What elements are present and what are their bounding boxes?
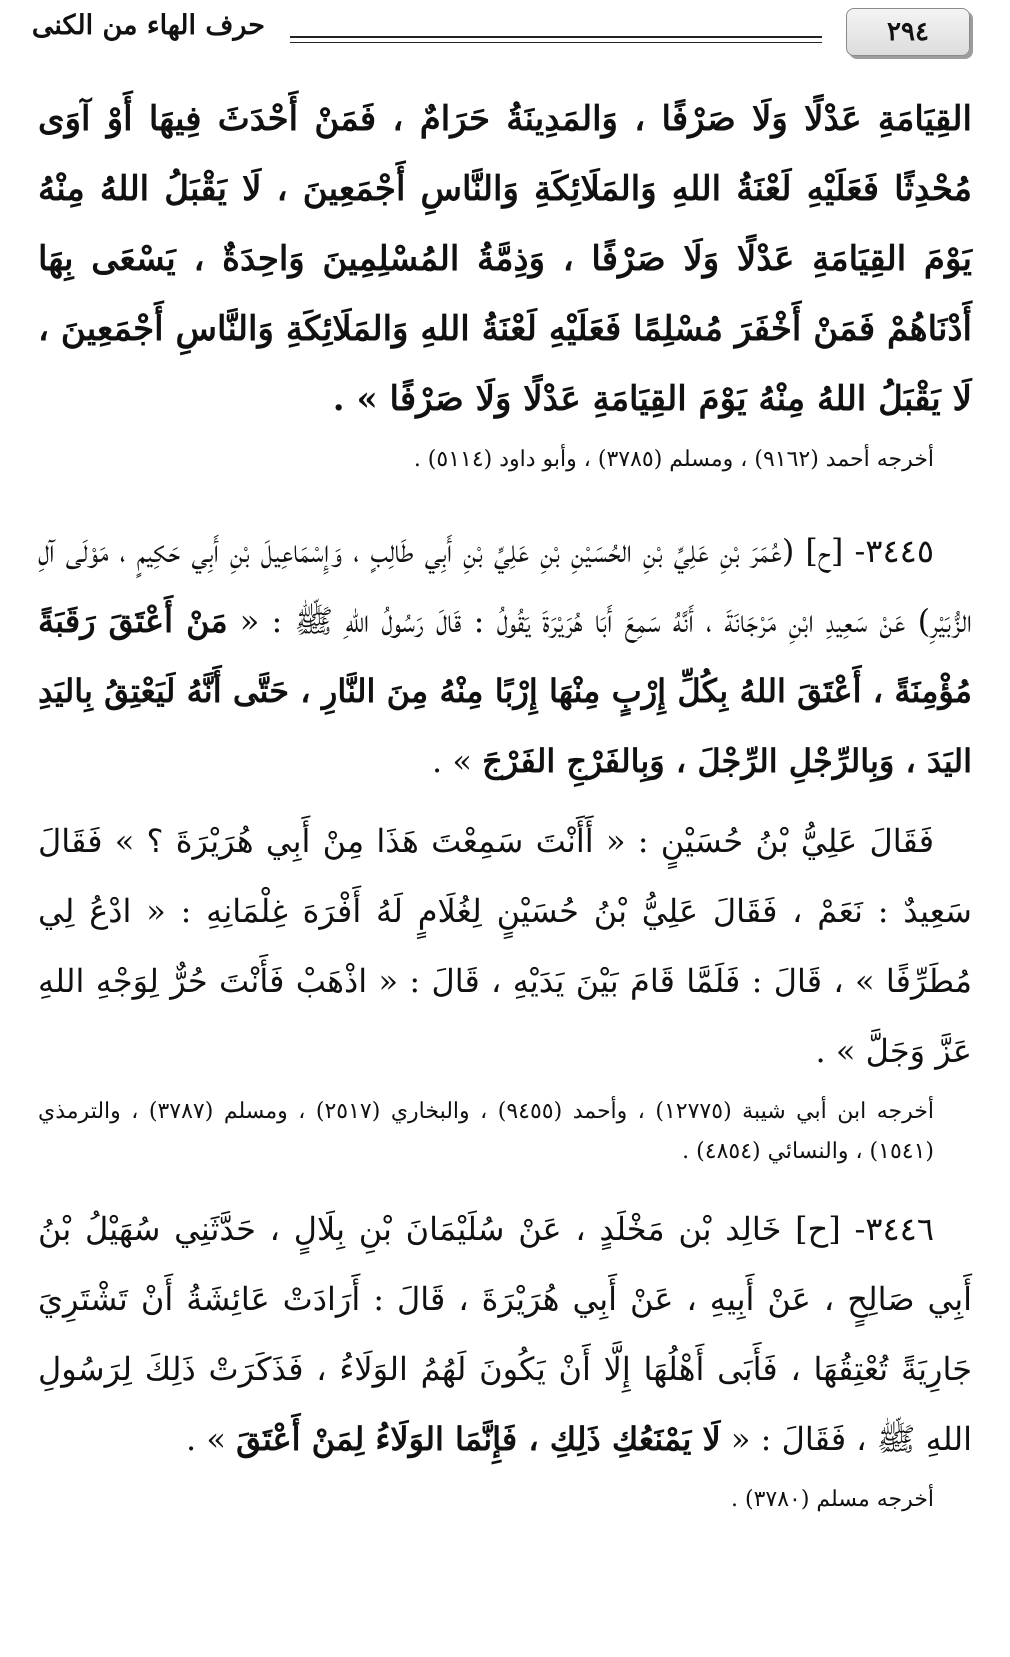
hadith-end: » . bbox=[431, 742, 472, 780]
hadith-3446 bbox=[38, 1194, 972, 1474]
hadith-number: ٣٤٤٦- bbox=[854, 1210, 935, 1248]
page-body bbox=[38, 84, 972, 1520]
spacer bbox=[38, 480, 972, 516]
takhrij-note: أخرجه ابن أبي شيبة (١٢٧٧٥) ، وأحمد (٩٤٥٥) ، والبخاري (٢٥١٧) ، ومسلم (٣٧٨٧) ، والترمذي (١٥٤١) ، والنسائي (٤٨٥٤) . bbox=[38, 1099, 934, 1164]
header-rule bbox=[290, 36, 822, 38]
running-title: حرف الهاء من الكنى bbox=[31, 10, 265, 41]
spacer bbox=[38, 796, 972, 806]
hadith-continuation: القِيَامَةِ عَدْلًا وَلَا صَرْفًا ، وَالمَدِينَةُ حَرَامٌ ، فَمَنْ أَحْدَثَ فِيهَا أَوْ آوَى مُحْدِثًا فَعَلَيْهِ لَعْنَةُ اللهِ وَالمَلَائِكَةِ وَالنَّاسِ أَجْمَعِينَ ، لَا يَقْبَلُ اللهُ مِنْهُ يَوْمَ القِيَامَةِ عَدْلًا وَلَا صَرْفًا ، وَذِمَّةُ المُسْلِمِينَ وَاحِدَةٌ ، يَسْعَى بِهَا أَدْنَاهُمْ فَمَنْ أَخْفَرَ مُسْلِمًا فَعَلَيْهِ لَعْنَةُ اللهِ وَالمَلَائِكَةِ وَالنَّاسِ أَجْمَعِينَ ، لَا يَقْبَلُ اللهُ مِنْهُ يَوْمَ القِيَامَةِ عَدْلًا وَلَا صَرْفًا » . bbox=[38, 99, 972, 419]
header-rule-thin bbox=[290, 42, 822, 43]
hadith-3445-continuation: فَقَالَ عَلِيُّ بْنُ حُسَيْنٍ : « أَأَنْتَ سَمِعْتَ هَذَا مِنْ أَبِي هُرَيْرَةَ ؟ » فَقَالَ سَعِيدٌ : نَعَمْ ، فَقَالَ عَلِيُّ بْنُ حُسَيْنٍ لِغُلَامٍ لَهُ أَفْرَهَ غِلْمَانِهِ : « ادْعُ لِي مُطَرِّفًا » ، قَالَ : فَلَمَّا قَامَ بَيْنَ يَدَيْهِ ، قَالَ : « اذْهَبْ فَأَنْتَ حُرٌّ لِوَجْهِ اللهِ عَزَّ وَجَلَّ » . bbox=[38, 822, 972, 1070]
hadith-matn: لَا يَمْنَعُكِ ذَلِكِ ، فَإِنَّمَا الوَلَاءُ لِمَنْ أَعْتَقَ bbox=[236, 1420, 721, 1458]
hadith-isnad: [ح] خَالِد بْن مَخْلَدٍ ، عَنْ سُلَيْمَانَ بْنِ بِلَالٍ ، حَدَّثَنِي سُهَيْلُ بْنُ أَبِي صَالِحٍ ، عَنْ أَبِيهِ ، عَنْ أَبِي هُرَيْرَةَ ، قَالَ : أَرَادَتْ عَائِشَةُ أَنْ تَشْتَرِيَ جَارِيَةً تُعْتِقُهَا ، فَأَبَى أَهْلُهَا إِلَّا أَنْ يَكُونَ لَهُمُ الوَلَاءُ ، فَذَكَرَتْ ذَلِكَ لِرَسُولِ اللهِ ﷺ ، فَقَالَ : « bbox=[38, 1210, 972, 1458]
page-header bbox=[0, 0, 1010, 70]
page-number: ٢٩٤ bbox=[887, 17, 929, 47]
hadith-end: » . bbox=[186, 1420, 226, 1458]
takhrij-note: أخرجه أحمد (٩١٦٢) ، ومسلم (٣٧٨٥) ، وأبو داود (٥١١٤) . bbox=[413, 447, 934, 472]
hadith-matn: مَنْ أَعْتَقَ رَقَبَةً مُؤْمِنَةً ، أَعْتَقَ اللهُ بِكُلِّ إِرْبٍ مِنْهَا إِرْبًا مِنْهُ مِنَ النَّارِ ، حَتَّى أَنَّهُ لَيَعْتِقُ بِاليَدِ اليَدَ ، وَبِالرِّجْلِ الرِّجْلَ ، وَبِالفَرْجِ الفَرْجَ bbox=[38, 602, 973, 780]
page-number-badge bbox=[846, 8, 970, 56]
takhrij-note: أخرجه مسلم (٣٧٨٠) . bbox=[731, 1487, 934, 1512]
spacer bbox=[38, 1172, 972, 1194]
hadith-number: ٣٤٤٥- bbox=[854, 532, 934, 570]
hadith-3445 bbox=[38, 516, 972, 796]
hadith-isnad: [ح] (عُمَرَ بْنِ عَلِيِّ بْنِ الحُسَيْنِ بْنِ عَلِيِّ بْنِ أَبِي طَالِبٍ ، وَإِسْمَاعِيلَ بْنِ أَبِي حَكِيمٍ ، مَوْلَى آلِ الزُّبَيْرِ) عَنْ سَعِيدِ ابْنِ مَرْجَانَةَ ، أَنَّهُ سَمِعَ أَبَا هُرَيْرَةَ يَقُولُ : قَالَ رَسُولُ اللهِ ﷺ : « bbox=[38, 532, 973, 640]
